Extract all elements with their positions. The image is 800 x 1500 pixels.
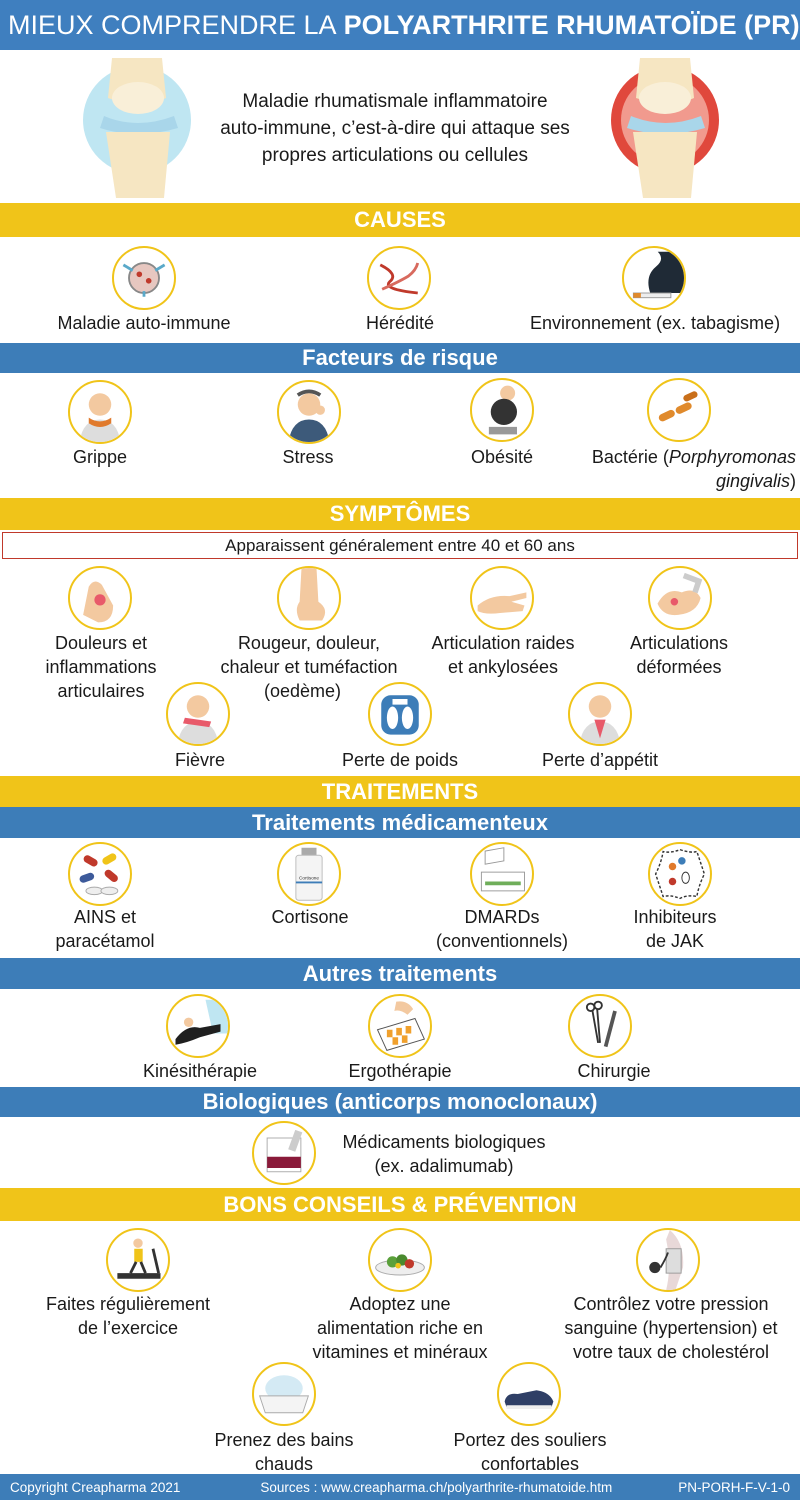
advice-label-shoes: Portez des souliers confortables	[453, 1430, 607, 1474]
treatments-heading: TRAITEMENTS	[0, 776, 800, 807]
page-title	[0, 0, 800, 50]
intro-text: Maladie rhumatismale inflammatoire auto-immune, c’est-à-dire qui attaque ses propres articulations ou cellules	[220, 91, 570, 166]
risk-label-flu: Grippe	[72, 447, 128, 467]
stressed-person-icon	[277, 380, 341, 444]
title-light: MIEUX COMPRENDRE LA	[8, 9, 337, 40]
footer-copyright: Copyright Creapharma 2021	[10, 1479, 181, 1495]
biologic-box-icon	[252, 1121, 316, 1185]
deformed-hand-icon	[648, 566, 712, 630]
biologics-heading: Biologiques (anticorps monoclonaux)	[0, 1087, 800, 1117]
risk-label-bacteria: Bactérie (Porphyromonas gingivalis)	[591, 447, 796, 491]
surgery-tools-icon	[568, 994, 632, 1058]
age-note: Apparaissent généralement entre 40 et 60 ans	[2, 532, 798, 559]
symptom-label-deformed-joints: Articulations déformées	[629, 633, 729, 677]
risk-label-obesity: Obésité	[470, 447, 534, 467]
advice-heading: BONS CONSEILS & PRÉVENTION	[0, 1188, 800, 1221]
symptom-label-weight-loss: Perte de poids	[341, 750, 459, 770]
advice-label-exercise: Faites régulièrement de l’exercice	[45, 1294, 211, 1338]
title-bold: POLYARTHRITE RHUMATOÏDE (PR)	[343, 9, 800, 40]
footer-sources: Sources : www.creapharma.ch/polyarthrite-rhumatoide.htm	[260, 1479, 613, 1495]
cigarette-smoke-icon	[622, 246, 686, 310]
advice-label-bath: Prenez des bains chauds	[214, 1430, 354, 1474]
dna-icon	[367, 246, 431, 310]
biologics-label: Médicaments biologiques (ex. adalimumab)	[342, 1132, 546, 1176]
swollen-foot-icon	[277, 566, 341, 630]
drug-label-jak: Inhibiteurs de JAK	[633, 907, 717, 951]
other-label-ergotherapy: Ergothérapie	[348, 1061, 452, 1081]
symptom-label-redness: Rougeur, douleur, chaleur et tuméfaction (oedème)	[220, 633, 398, 701]
footer	[0, 1474, 800, 1500]
vial-icon	[277, 842, 341, 906]
cell-icon	[112, 246, 176, 310]
symptom-label-fever: Fièvre	[174, 750, 225, 770]
drug-label-nsaids: AINS et paracétamol	[55, 907, 155, 951]
no-appetite-person-icon	[568, 682, 632, 746]
fever-person-icon	[166, 682, 230, 746]
scale-person-icon	[470, 378, 534, 442]
physiotherapy-icon	[166, 994, 230, 1058]
pills-icon	[68, 842, 132, 906]
drug-treatments-heading: Traitements médicamenteux	[0, 807, 800, 838]
footer-code: PN-PORH-F-V-1-0	[678, 1479, 790, 1495]
symptom-label-joint-pain: Douleurs et inflammations articulaires	[45, 633, 157, 701]
symptom-label-stiff-joints: Articulation raides et ankylosées	[431, 633, 575, 677]
cause-label-environment: Environnement (ex. tabagisme)	[529, 313, 781, 333]
advice-label-diet: Adoptez une alimentation riche en vitamines et minéraux	[312, 1294, 488, 1362]
risk-factors-heading: Facteurs de risque	[0, 343, 800, 373]
bathtub-icon	[252, 1362, 316, 1426]
drug-label-cortisone: Cortisone	[271, 907, 349, 927]
inflamed-knee-icon	[595, 58, 725, 198]
drug-label-dmards: DMARDs (conventionnels)	[435, 907, 569, 951]
symptoms-heading: SYMPTÔMES	[0, 498, 800, 530]
stiff-hand-icon	[470, 566, 534, 630]
medicine-box-icon	[470, 842, 534, 906]
other-label-physiotherapy: Kinésithérapie	[142, 1061, 258, 1081]
jak-cell-icon	[648, 842, 712, 906]
svg-text:Cortisone: Cortisone	[299, 875, 319, 881]
sick-person-icon	[68, 380, 132, 444]
ergotherapy-icon	[368, 994, 432, 1058]
blood-pressure-icon	[636, 1228, 700, 1292]
symptom-label-appetite-loss: Perte d’appétit	[541, 750, 659, 770]
other-treatments-heading: Autres traitements	[0, 958, 800, 989]
shoe-icon	[497, 1362, 561, 1426]
other-label-surgery: Chirurgie	[577, 1061, 651, 1081]
salad-icon	[368, 1228, 432, 1292]
weight-scale-icon	[368, 682, 432, 746]
advice-label-blood-pressure: Contrôlez votre pression sanguine (hypertension) et votre taux de cholestérol	[564, 1294, 778, 1362]
treadmill-icon	[106, 1228, 170, 1292]
causes-heading: CAUSES	[0, 203, 800, 237]
cause-label-heredity: Hérédité	[365, 313, 435, 333]
cause-label-autoimmune: Maladie auto-immune	[57, 313, 231, 333]
risk-label-stress: Stress	[282, 447, 334, 467]
sore-finger-icon	[68, 566, 132, 630]
bacteria-icon	[647, 378, 711, 442]
